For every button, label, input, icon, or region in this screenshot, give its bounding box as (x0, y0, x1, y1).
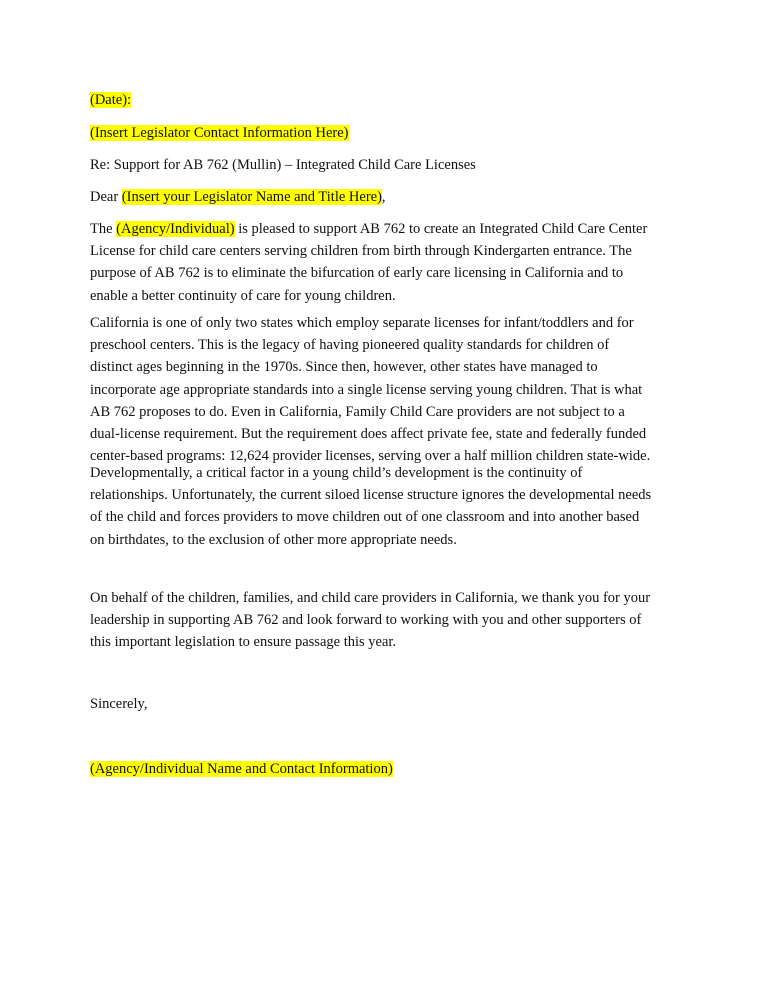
paragraph-4-line: leadership in supporting AB 762 and look forward to working with you and other supporters of (90, 612, 642, 629)
paragraph-1 (90, 218, 680, 307)
paragraph-2-line: dual-license requirement. But the requirement does affect private fee, state and federally funded (90, 426, 647, 443)
paragraph-1-line-1 (90, 218, 680, 240)
date-placeholder: (Date): (90, 92, 132, 108)
salutation-suffix: , (381, 189, 386, 205)
closing-line: Sincerely, (90, 696, 148, 712)
signature-line (90, 760, 393, 778)
paragraph-2-line: AB 762 proposes to do. Even in California, Family Child Care providers are not subject to a (90, 403, 625, 420)
paragraph-3-line: on birthdates, to the exclusion of other more appropriate needs. (90, 531, 457, 548)
p1-line1-rest: is pleased to support AB 762 to create an Integrated Child Care Center (234, 221, 648, 237)
paragraph-3-line: of the child and forces providers to move children out of one classroom and into another based (90, 509, 640, 526)
paragraph-3-line: relationships. Unfortunately, the current siloed license structure ignores the developmental needs (90, 487, 652, 504)
legislator-contact-line (90, 124, 349, 142)
paragraph-2-line: California is one of only two states which employ separate licenses for infant/toddlers and for (90, 315, 634, 331)
date-line (90, 91, 131, 109)
paragraph-3-line: Developmentally, a critical factor in a young child’s development is the continuity of (90, 465, 583, 481)
signature-placeholder: (Agency/Individual Name and Contact Information) (90, 761, 393, 777)
paragraph-4-line: this important legislation to ensure passage this year. (90, 634, 397, 651)
salutation-prefix: Dear (90, 189, 122, 205)
paragraph-4-line: On behalf of the children, families, and child care providers in California, we thank you for your (90, 590, 651, 606)
subject-line: Re: Support for AB 762 (Mullin) – Integrated Child Care Licenses (90, 157, 476, 173)
paragraph-2-line: incorporate age appropriate standards into a single license serving young children. That is what (90, 381, 643, 398)
agency-placeholder: (Agency/Individual) (116, 221, 235, 237)
paragraph-3 (90, 462, 680, 551)
paragraph-4 (90, 587, 680, 654)
paragraph-1-line-2: License for child care centers serving children from birth through Kindergarten entrance. The (90, 243, 632, 260)
paragraph-1-line-3: purpose of AB 762 is to eliminate the bifurcation of early care licensing in California and to (90, 265, 624, 282)
paragraph-1-line-4: enable a better continuity of care for young children. (90, 287, 396, 304)
paragraph-2-line: preschool centers. This is the legacy of having pioneered quality standards for children of (90, 337, 610, 354)
salutation-line (90, 188, 386, 206)
p1-prefix: The (90, 221, 117, 237)
legislator-contact-placeholder: (Insert Legislator Contact Information Here) (90, 125, 349, 141)
paragraph-2 (90, 312, 680, 467)
paragraph-2-line: center-based programs: 12,624 provider licenses, serving over a half million children state-wide. (90, 448, 651, 465)
salutation-name-placeholder: (Insert your Legislator Name and Title Here) (121, 189, 382, 205)
paragraph-2-line: distinct ages beginning in the 1970s. Since then, however, other states have managed to (90, 359, 598, 376)
